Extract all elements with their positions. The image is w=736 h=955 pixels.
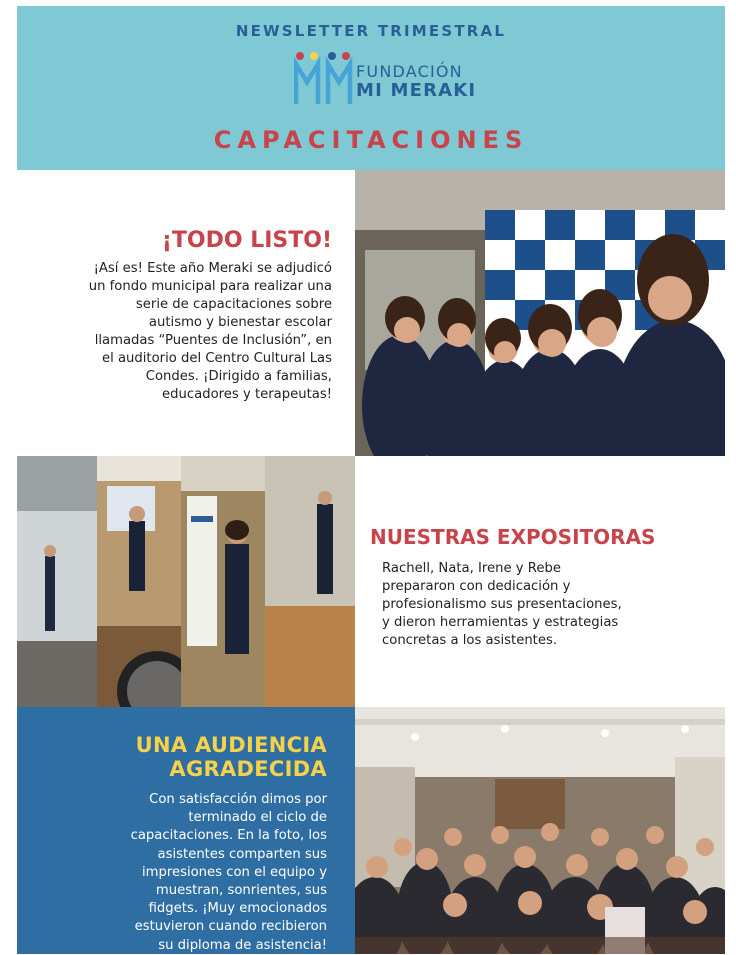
audiencia-text-block [31, 733, 327, 955]
audiencia-body [31, 791, 327, 955]
body-line: el auditorio del Centro Cultural Las [101, 351, 332, 366]
heading-line: AGRADECIDA [169, 757, 327, 781]
audiencia-heading [31, 733, 327, 781]
body-line: serie de capacitaciones sobre [135, 297, 332, 312]
fundacion-logo [294, 48, 494, 108]
logo-text-meraki: MI MERAKI [356, 80, 477, 101]
body-line: estuvieron cuando recibieron [134, 919, 327, 935]
body-line: su diploma de asistencia! [158, 937, 327, 953]
heading-line: UNA AUDIENCIA [135, 733, 327, 757]
expositoras-body [382, 560, 680, 650]
body-line: llamadas “Puentes de Inclusión”, en [94, 333, 332, 348]
body-line: concretas a los asistentes. [382, 633, 558, 648]
todo-listo-heading: ¡TODO LISTO! [161, 228, 332, 253]
todo-listo-text-block [40, 226, 332, 404]
group-selfie-photo [355, 170, 725, 456]
body-line: muestran, sonrientes, sus [155, 883, 327, 899]
body-line: Rachell, Nata, Irene y Rebe [382, 561, 561, 576]
body-line: capacitaciones. En la foto, los [130, 828, 327, 844]
logo-text-fundacion: FUNDACIÓN [356, 62, 463, 81]
header-banner [17, 6, 725, 170]
speakers-collage-photo [17, 456, 355, 707]
body-line: fidgets. ¡Muy emocionados [148, 901, 327, 917]
body-line: educadores y terapeutas! [162, 387, 332, 402]
meraki-logo-icon [294, 50, 356, 106]
body-line: autismo y bienestar escolar [148, 315, 332, 330]
body-line: un fondo municipal para realizar una [88, 279, 332, 294]
body-line: asistentes comparten sus [157, 846, 327, 862]
body-line: y dieron herramientas y estrategias [382, 615, 619, 630]
todo-listo-body [40, 260, 332, 404]
expositoras-text-block [370, 524, 680, 650]
body-line: profesionalismo sus presentaciones, [382, 597, 622, 612]
body-line: impresiones con el equipo y [141, 864, 327, 880]
body-line: Condes. ¡Dirigido a familias, [145, 369, 332, 384]
body-line: Con satisfacción dimos por [149, 792, 327, 807]
body-line: prepararon con dedicación y [382, 579, 571, 594]
body-line: terminado el ciclo de [188, 810, 327, 826]
audience-group-photo [355, 707, 725, 954]
newsletter-label: NEWSLETTER TRIMESTRAL [235, 22, 507, 40]
section-title: CAPACITACIONES [213, 126, 529, 154]
audiencia-panel [17, 707, 355, 954]
expositoras-heading: NUESTRAS EXPOSITORAS [370, 525, 656, 549]
body-line: ¡Así es! Este año Meraki se adjudicó [93, 261, 332, 276]
